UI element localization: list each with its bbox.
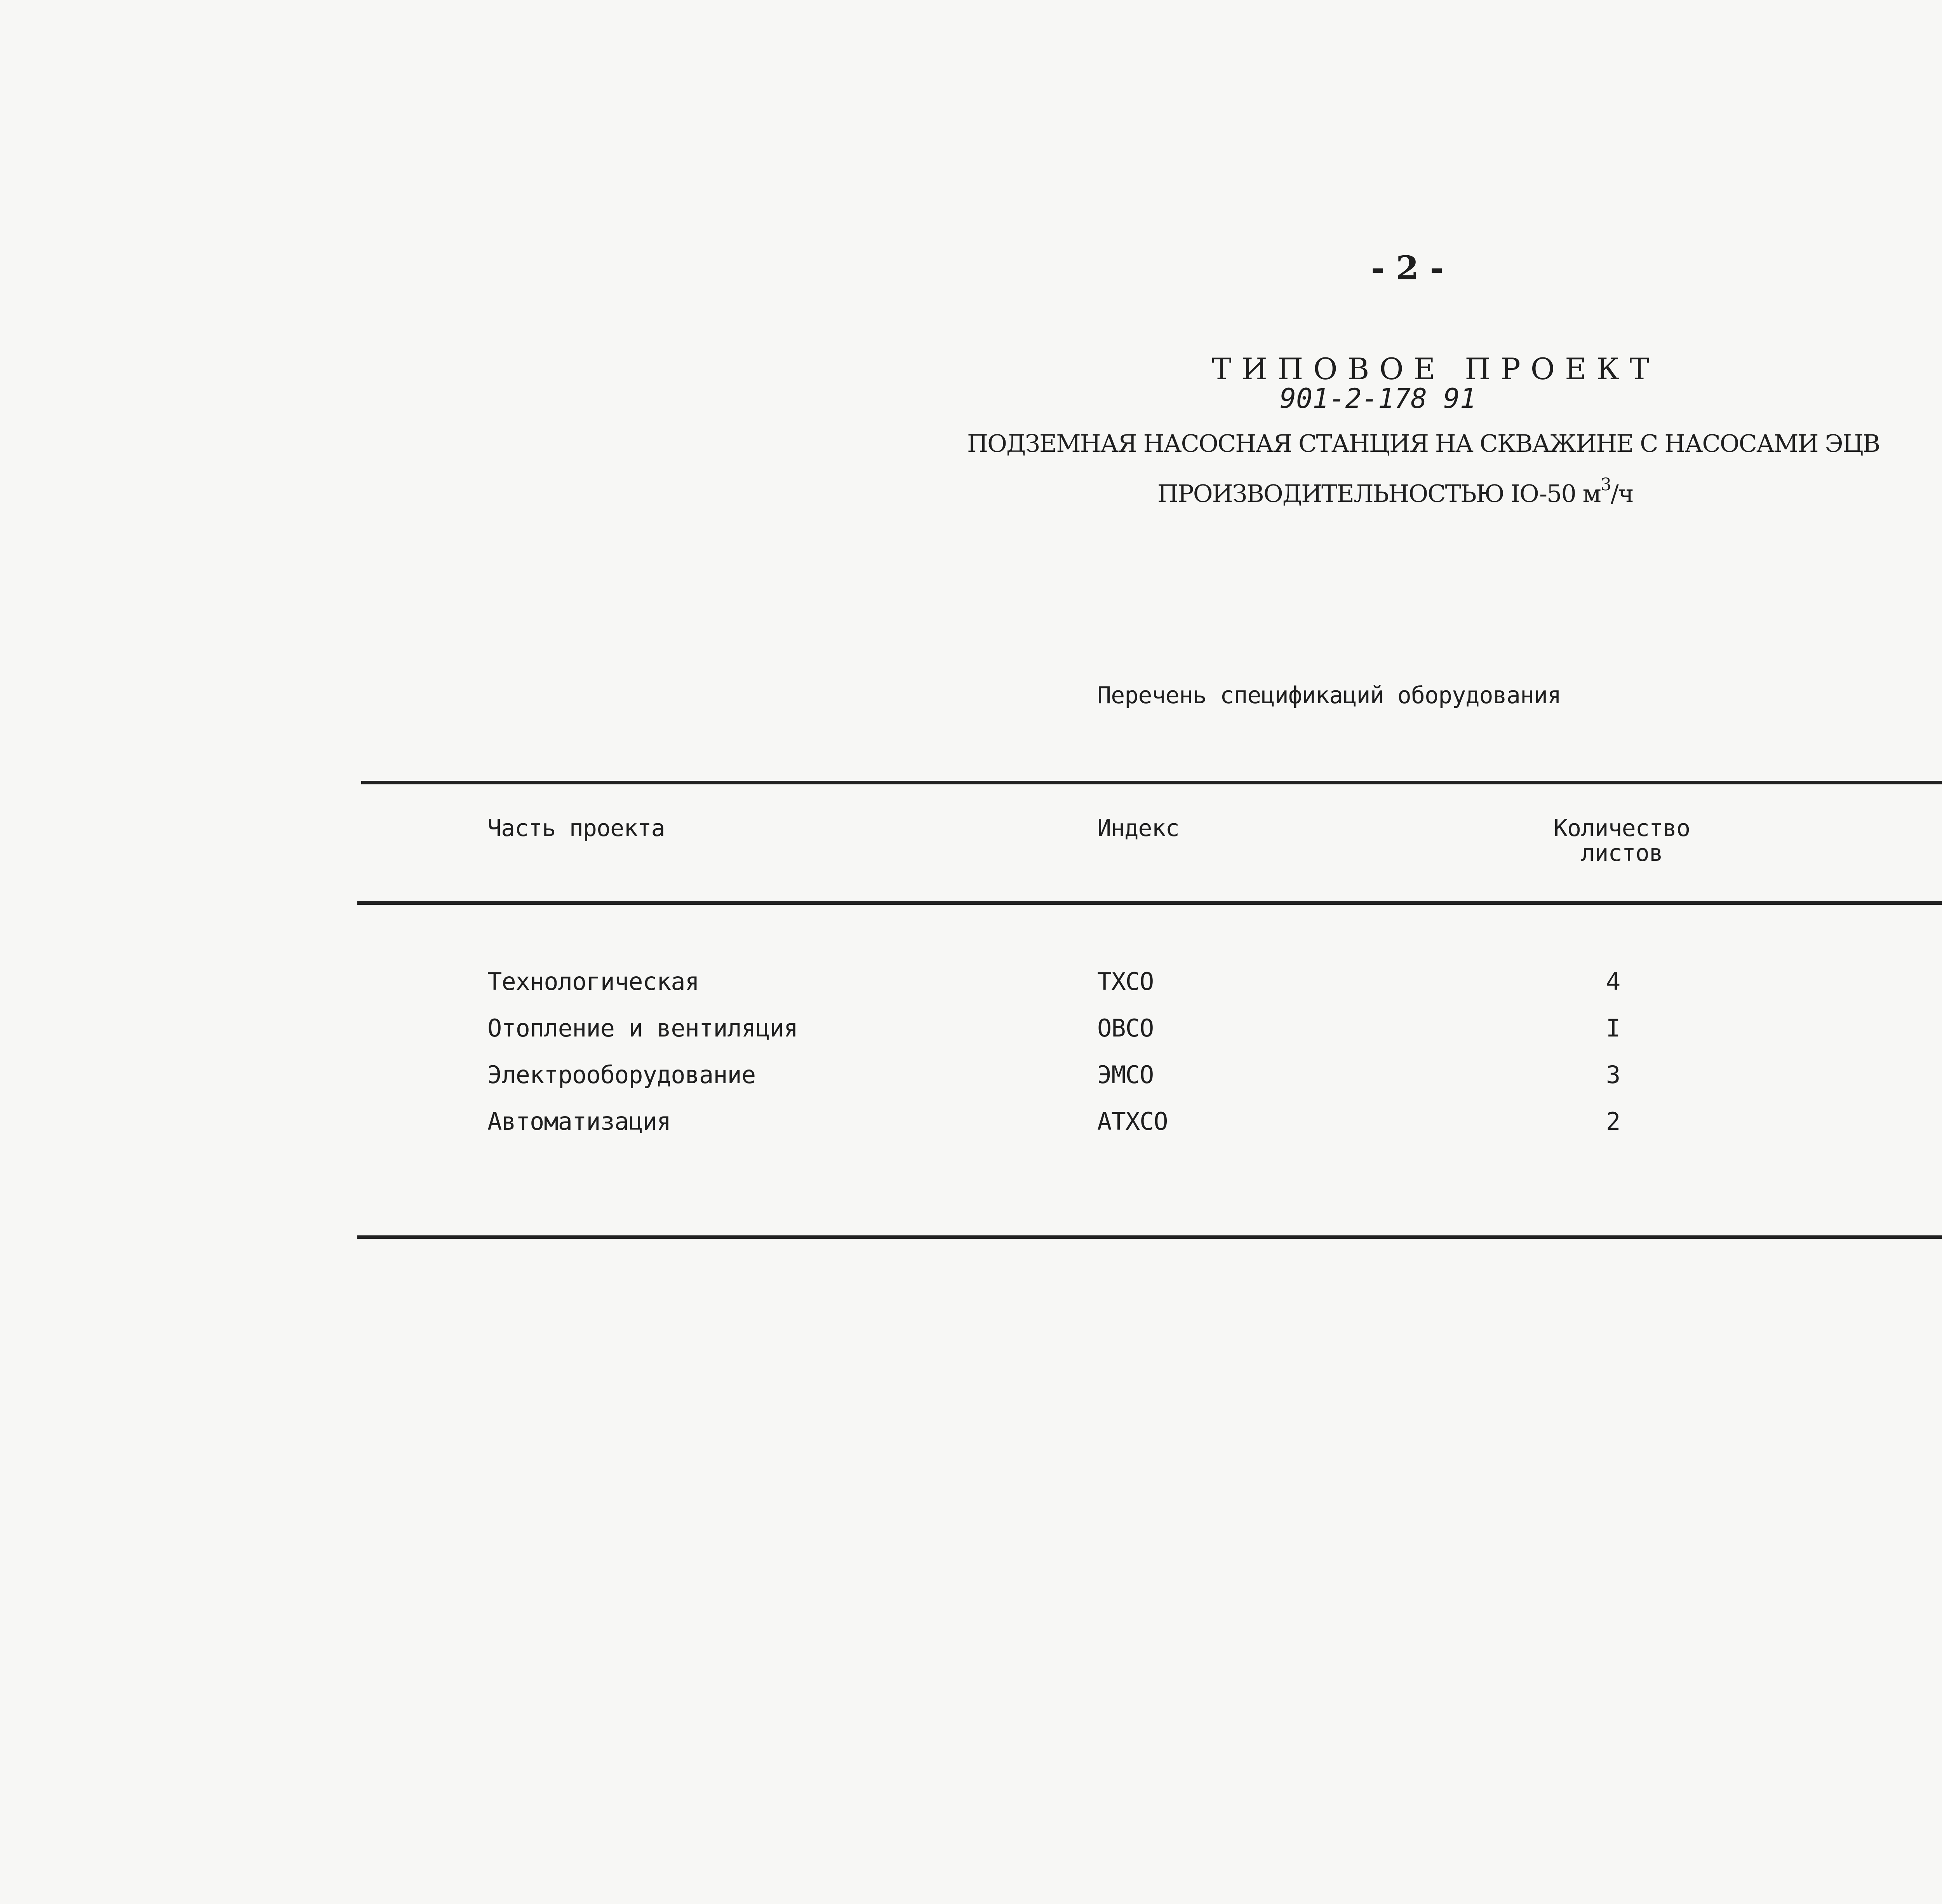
- cell-part: Автоматизация: [487, 1107, 671, 1136]
- capacity-line: [1157, 475, 1633, 508]
- column-header-part: Часть проекта: [487, 815, 665, 842]
- cell-part: Отопление и вентиляция: [487, 1014, 798, 1042]
- table-row: [0, 967, 1942, 1010]
- cell-part: Технологическая: [487, 967, 699, 996]
- cell-count: 4: [1606, 967, 1620, 996]
- spec-list-heading: Перечень спецификаций оборудования: [1097, 682, 1561, 709]
- cell-index: ТХСО: [1097, 967, 1154, 996]
- table-row: [0, 1061, 1942, 1103]
- column-header-count: Количество листов: [1554, 815, 1690, 867]
- table-row: [0, 1014, 1942, 1057]
- cell-index: АТХСО: [1097, 1107, 1168, 1136]
- page-number: - 2 -: [1371, 249, 1444, 287]
- table-bottom-rule: [357, 1235, 1942, 1239]
- capacity-suffix: /ч: [1610, 479, 1633, 508]
- capacity-power: 3: [1600, 475, 1611, 495]
- document-title: ТИПОВОЕ ПРОЕКТ: [1212, 352, 1660, 386]
- project-subtitle: ПОДЗЕМНАЯ НАСОСНАЯ СТАНЦИЯ НА СКВАЖИНЕ С НАСОСАМИ ЭЦВ: [967, 429, 1880, 458]
- cell-count: 2: [1606, 1107, 1620, 1136]
- project-number: 901-2-178 91: [1280, 383, 1476, 415]
- table-row: [0, 1107, 1942, 1150]
- cell-count: 3: [1606, 1061, 1620, 1089]
- column-header-index: Индекс: [1097, 815, 1179, 842]
- table-top-rule: [361, 781, 1942, 784]
- cell-part: Электрооборудование: [487, 1061, 756, 1089]
- capacity-prefix: ПРОИЗВОДИТЕЛЬНОСТЬЮ IO-50 м: [1157, 479, 1601, 508]
- cell-count: I: [1606, 1014, 1620, 1042]
- table-header-rule: [357, 901, 1942, 905]
- cell-index: ЭМСО: [1097, 1061, 1154, 1089]
- cell-index: ОВСО: [1097, 1014, 1154, 1042]
